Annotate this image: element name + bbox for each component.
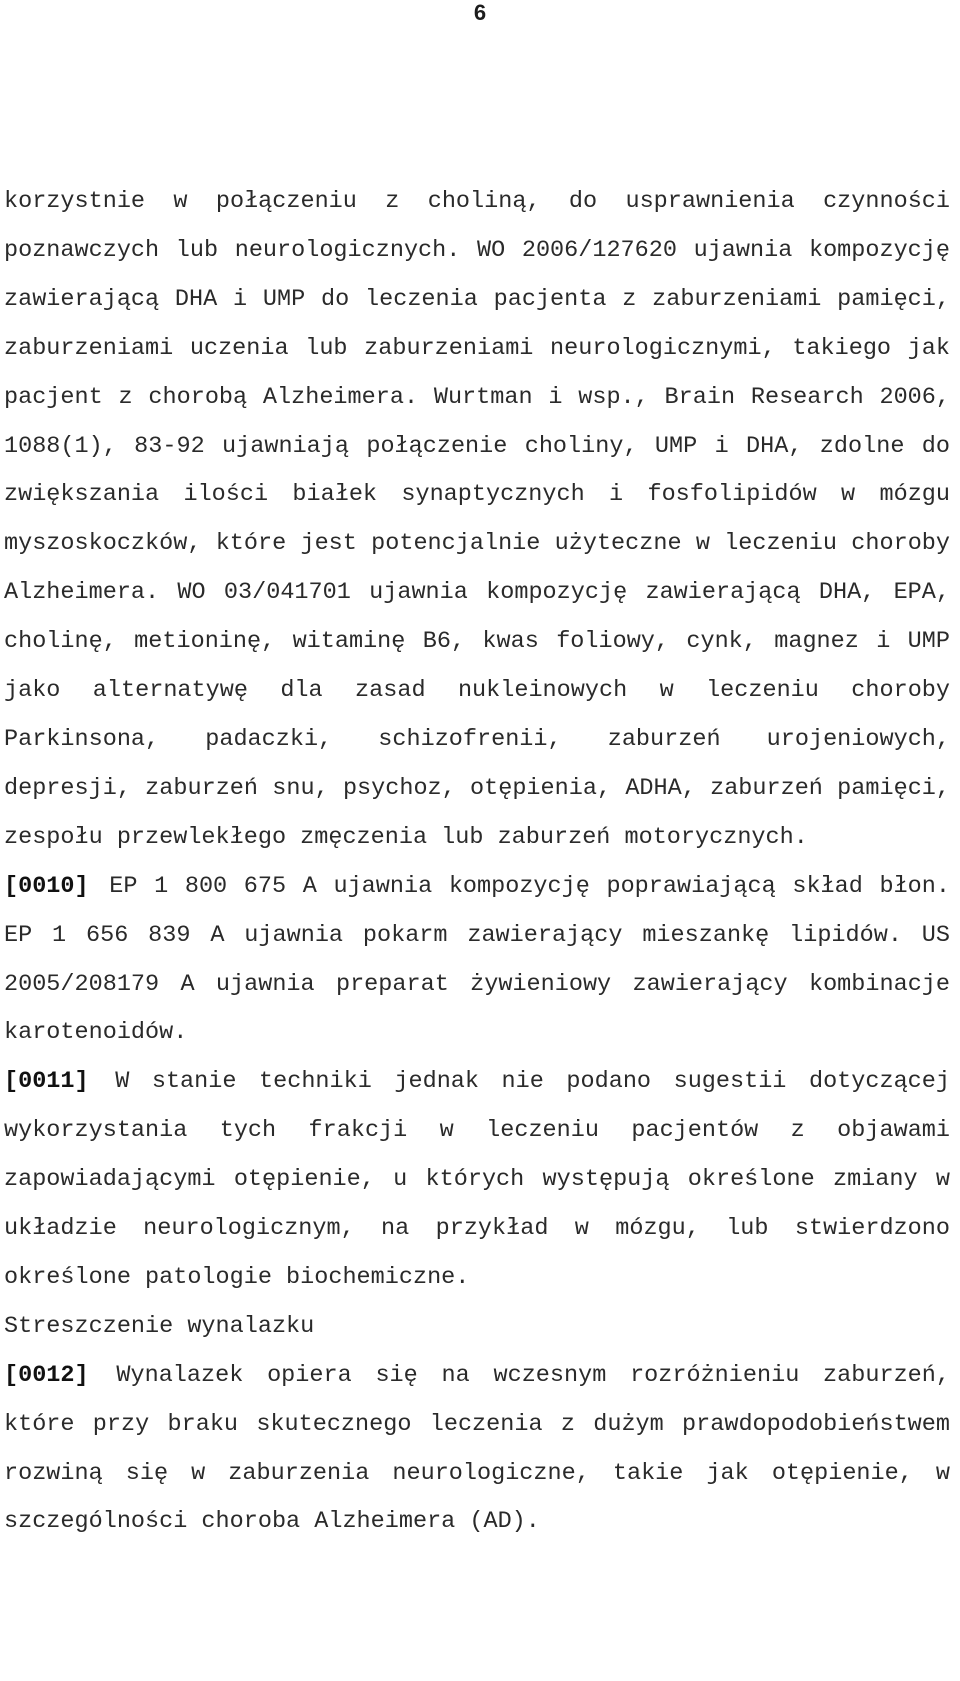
document-body (4, 178, 950, 1547)
paragraph-number: [0011] (4, 1068, 89, 1096)
section-heading: Streszczenie wynalazku (4, 1312, 315, 1340)
paragraph-0012 (4, 1352, 950, 1548)
page-number: 6 (473, 0, 487, 25)
paragraph-0011 (4, 1058, 950, 1303)
paragraph-0010 (4, 863, 950, 1059)
paragraph-number: [0010] (4, 872, 89, 900)
paragraph-number: [0012] (4, 1361, 89, 1389)
paragraph-continued (4, 178, 950, 863)
paragraph-text: Wynalazek opiera się na wczesnym rozróżnieniu zaburzeń, które przy braku skutecznego leczenia z dużym prawdopodobieństwem rozwiną się w zaburzenia neurologiczne, takie jak otępienie, w szczególności choroba Alzheimera (AD). (4, 1361, 950, 1536)
paragraph-text: W stanie techniki jednak nie podano sugestii dotyczącej wykorzystania tych frakcji w leczeniu pacjentów z objawami zapowiadającymi otępienie, u których występują określone zmiany w układzie neurologicznym, na przykład w mózgu, lub stwierdzono określone patologie biochemiczne. (4, 1068, 950, 1291)
paragraph-text: EP 1 800 675 A ujawnia kompozycję poprawiającą skład błon. EP 1 656 839 A ujawnia pokarm zawierający mieszankę lipidów. US 2005/208179 A ujawnia preparat żywieniowy zawierający kombinacje karotenoidów. (4, 872, 950, 1047)
paragraph-text: korzystnie w połączeniu z choliną, do usprawnienia czynności poznawczych lub neurologicznych. WO 2006/127620 ujawnia kompozycję zawierającą DHA i UMP do leczenia pacjenta z zaburzeniami pamięci, zaburzeniami uczenia lub zaburzeniami neurologicznymi, takiego jak pacjent z chorobą Alzheimera. Wurtman i wsp., Brain Research 2006, 1088(1), 83-92 ujawniają połączenie choliny, UMP i DHA, zdolne do zwiększania ilości białek synaptycznych i fosfolipidów w mózgu myszoskoczków, które jest potencjalnie użyteczne w leczeniu choroby Alzheimera. WO 03/041701 ujawnia kompozycję zawierającą DHA, EPA, cholinę, metioninę, witaminę B6, kwas foliowy, cynk, magnez i UMP jako alternatywę dla zasad nukleinowych w leczeniu choroby Parkinsona, padaczki, schizofrenii, zaburzeń urojeniowych, depresji, zaburzeń snu, psychoz, otępienia, ADHA, zaburzeń pamięci, zespołu przewlekłego zmęczenia lub zaburzeń motorycznych. (4, 188, 950, 851)
